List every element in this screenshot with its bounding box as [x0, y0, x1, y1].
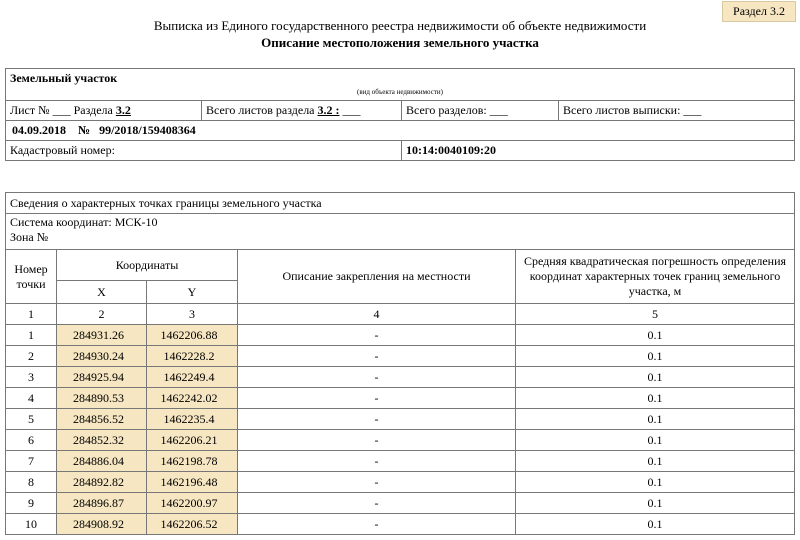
total-sheets-value: 3.2 : [317, 103, 340, 117]
table-row [6, 451, 795, 472]
point-error: 0.1 [516, 430, 795, 451]
object-type: Земельный участок [6, 69, 795, 89]
x-coordinate: 284886.04 [57, 451, 147, 472]
cadastral-value: 10:14:0040109:20 [402, 141, 795, 161]
y-coordinate: 1462206.88 [147, 325, 238, 346]
point-number: 9 [6, 493, 57, 514]
point-description: - [238, 514, 516, 535]
document-subtitle: Описание местоположения земельного участка [261, 35, 539, 50]
table-row [6, 325, 795, 346]
col-number: 5 [516, 304, 795, 325]
section-value: 3.2 [115, 103, 131, 117]
total-pages: Всего листов выписки: ___ [559, 101, 795, 121]
point-description: - [238, 430, 516, 451]
table-row [6, 472, 795, 493]
table-row [6, 346, 795, 367]
extract-number: 99/2018/159408364 [99, 123, 196, 137]
point-description: - [238, 325, 516, 346]
y-coordinate: 1462235.4 [147, 409, 238, 430]
section-badge: Раздел 3.2 [722, 1, 796, 22]
x-coordinate: 284931.26 [57, 325, 147, 346]
point-number: 4 [6, 388, 57, 409]
total-sheets-label: Всего листов раздела [206, 103, 315, 117]
total-sheets-cell [202, 101, 402, 121]
description-header: Описание закрепления на местности [238, 250, 516, 304]
point-description: - [238, 367, 516, 388]
x-coordinate: 284892.82 [57, 472, 147, 493]
object-type-note: (вид объекта недвижимости) [6, 88, 795, 101]
y-coordinate: 1462206.52 [147, 514, 238, 535]
y-coordinate: 1462200.97 [147, 493, 238, 514]
date-number-cell [6, 121, 795, 141]
point-error: 0.1 [516, 325, 795, 346]
total-sheets-blank: ___ [342, 103, 361, 117]
x-coordinate: 284908.92 [57, 514, 147, 535]
coords-header: Координаты [57, 250, 238, 281]
y-coordinate: 1462198.78 [147, 451, 238, 472]
table-row [6, 388, 795, 409]
total-sections: Всего разделов: ___ [402, 101, 559, 121]
x-coordinate: 284856.52 [57, 409, 147, 430]
point-number: 2 [6, 346, 57, 367]
point-error: 0.1 [516, 493, 795, 514]
y-coordinate: 1462228.2 [147, 346, 238, 367]
x-coordinate: 284852.32 [57, 430, 147, 451]
boundary-points-table [5, 192, 795, 535]
point-error: 0.1 [516, 388, 795, 409]
x-coordinate: 284890.53 [57, 388, 147, 409]
y-coordinate: 1462206.21 [147, 430, 238, 451]
point-description: - [238, 472, 516, 493]
point-description: - [238, 388, 516, 409]
point-error: 0.1 [516, 346, 795, 367]
point-error: 0.1 [516, 472, 795, 493]
zone-label: Зона № [10, 230, 49, 244]
point-description: - [238, 493, 516, 514]
point-number: 7 [6, 451, 57, 472]
col-number: 4 [238, 304, 516, 325]
table-row [6, 493, 795, 514]
table-row [6, 514, 795, 535]
y-header: Y [147, 281, 238, 304]
sheet-cell [6, 101, 202, 121]
point-number: 3 [6, 367, 57, 388]
y-coordinate: 1462196.48 [147, 472, 238, 493]
cadastral-label: Кадастровый номер: [6, 141, 402, 161]
col-number: 3 [147, 304, 238, 325]
coord-system-cell [6, 214, 795, 250]
point-number: 8 [6, 472, 57, 493]
point-description: - [238, 409, 516, 430]
coord-system: Система координат: МСК-10 [10, 215, 158, 229]
y-coordinate: 1462242.02 [147, 388, 238, 409]
table-row [6, 430, 795, 451]
point-description: - [238, 346, 516, 367]
x-coordinate: 284925.94 [57, 367, 147, 388]
points-section-title: Сведения о характерных точках границы земельного участка [6, 193, 795, 214]
col-number: 2 [57, 304, 147, 325]
point-error: 0.1 [516, 514, 795, 535]
number-label: № [78, 123, 91, 137]
object-info-table [5, 68, 795, 161]
point-number: 5 [6, 409, 57, 430]
col-number: 1 [6, 304, 57, 325]
x-coordinate: 284930.24 [57, 346, 147, 367]
point-error: 0.1 [516, 409, 795, 430]
point-number-header: Номер точки [6, 250, 57, 304]
x-header: X [57, 281, 147, 304]
y-coordinate: 1462249.4 [147, 367, 238, 388]
point-number: 1 [6, 325, 57, 346]
point-error: 0.1 [516, 367, 795, 388]
point-number: 6 [6, 430, 57, 451]
point-number: 10 [6, 514, 57, 535]
error-header: Средняя квадратическая погрешность определения координат характерных точек границ земельного участка, м [516, 250, 795, 304]
table-row [6, 409, 795, 430]
extract-date: 04.09.2018 [12, 123, 66, 137]
point-error: 0.1 [516, 451, 795, 472]
x-coordinate: 284896.87 [57, 493, 147, 514]
table-row [6, 367, 795, 388]
point-description: - [238, 451, 516, 472]
sheet-label: Лист № ___ Раздела [10, 103, 113, 117]
document-title: Выписка из Единого государственного реестра недвижимости об объекте недвижимости [153, 18, 647, 33]
